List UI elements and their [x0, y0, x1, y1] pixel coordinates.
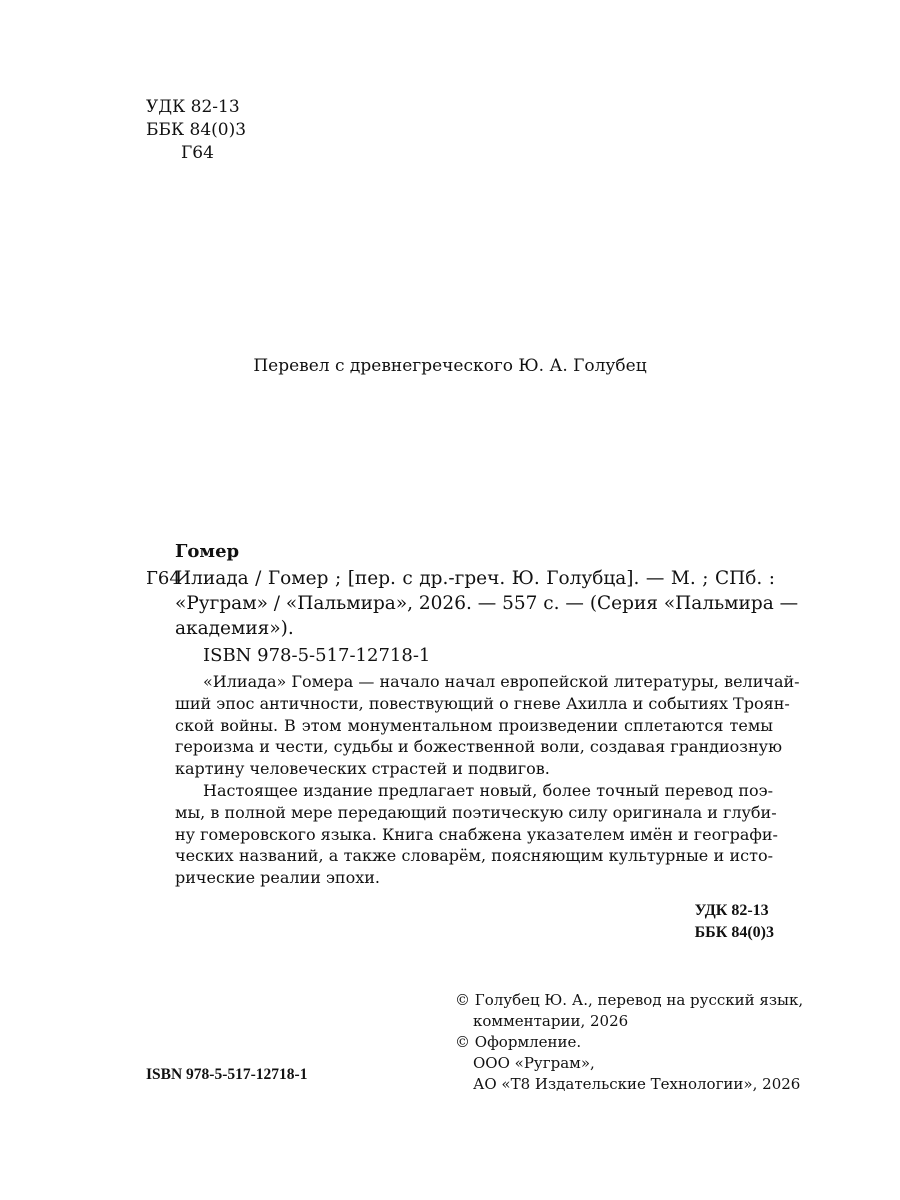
- biblio-line: Илиада / Гомер ; [пер. с др.-греч. Ю. Голубца]. — М. ; СПб. :: [175, 568, 775, 589]
- annotation-line: ну гомеровского языка. Книга снабжена указателем имён и географи-: [175, 824, 778, 844]
- annotation-line: мы, в полной мере передающий поэтическую силу оригинала и глуби-: [175, 802, 777, 822]
- author-heading: Гомер: [175, 541, 240, 562]
- translator-note: Перевел с древнегреческого Ю. А. Голубец: [253, 356, 647, 376]
- biblio-line: «Руграм» / «Пальмира», 2026. — 557 с. — (Серия «Пальмира —: [175, 593, 799, 614]
- bbk-code-bottom: ББК 84(0)3: [694, 924, 774, 941]
- annotation-line: «Илиада» Гомера — начало начал европейской литературы, величай-: [203, 672, 800, 691]
- isbn-bottom: ISBN 978-5-517-12718-1: [146, 1066, 308, 1083]
- copyright-line: © Голубец Ю. А., перевод на русский язык,: [455, 991, 804, 1009]
- annotation-line: ской войны. В этом монументальном произведении сплетаются темы: [175, 715, 773, 735]
- copyright-line: ООО «Руграм»,: [473, 1054, 595, 1072]
- annotation-line: картину человеческих страстей и подвигов.: [175, 759, 550, 779]
- copyright-line: © Оформление.: [455, 1033, 582, 1051]
- copyright-line: комментарии, 2026: [473, 1012, 629, 1030]
- top-classification-codes: [146, 96, 246, 165]
- annotation-line: ший эпос античности, повествующий о гневе Ахилла и событиях Троян-: [175, 693, 790, 713]
- annotation-line: Настоящее издание предлагает новый, более точный перевод поэ-: [203, 780, 773, 800]
- isbn-entry: ISBN 978-5-517-12718-1: [203, 645, 431, 666]
- annotation-line: рические реалии эпохи.: [175, 868, 380, 888]
- author-mark: Г64: [181, 143, 214, 163]
- udk-code-bottom: УДК 82-13: [694, 902, 769, 919]
- annotation-line: героизма и чести, судьбы и божественной воли, создавая грандиозную: [175, 737, 783, 757]
- bibliographic-description: [175, 566, 799, 641]
- annotation: [175, 671, 800, 889]
- udk-code: УДК 82-13: [146, 97, 240, 117]
- biblio-line: академия»).: [175, 618, 294, 639]
- annotation-line: ческих названий, а также словарём, поясняющим культурные и исто-: [175, 846, 773, 866]
- author-mark-entry: Г64: [146, 568, 181, 589]
- copyright-line: АО «Т8 Издательские Технологии», 2026: [473, 1075, 801, 1093]
- bbk-code: ББК 84(0)3: [146, 120, 247, 140]
- bottom-classification-codes: [695, 900, 774, 944]
- copyright-block: [455, 990, 803, 1095]
